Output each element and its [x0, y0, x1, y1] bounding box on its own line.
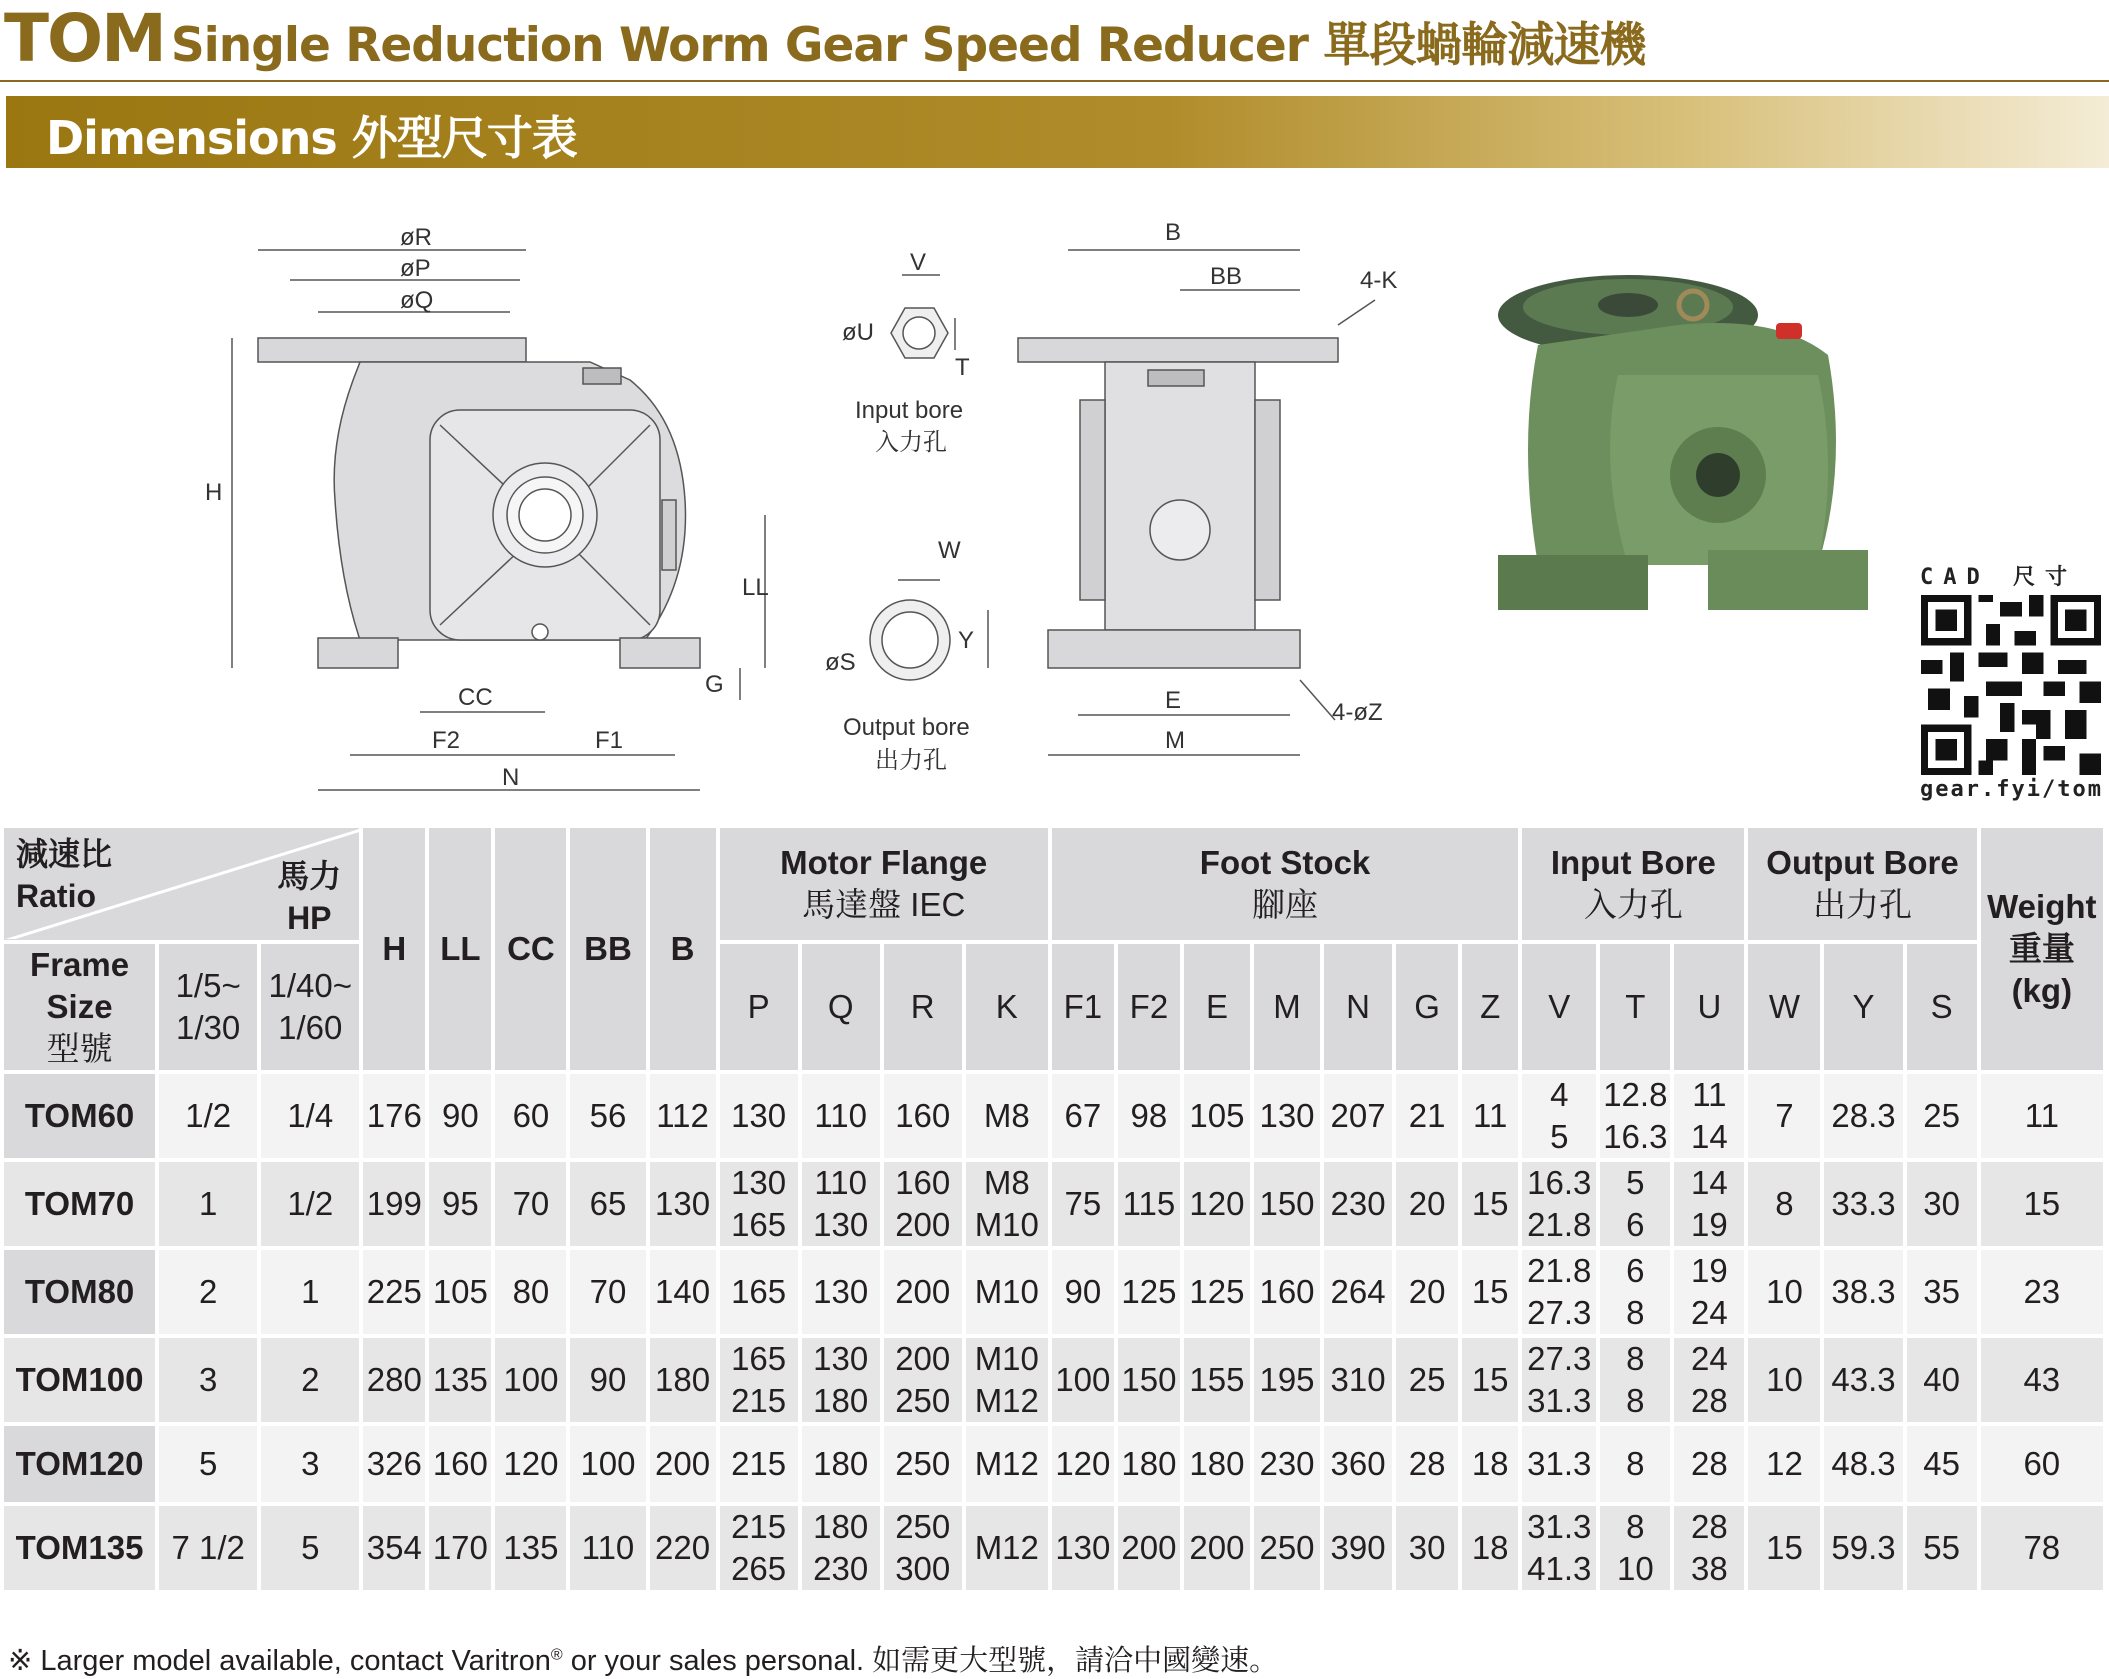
- table-cell: 3: [159, 1338, 261, 1426]
- table-cell: 15: [1748, 1506, 1824, 1594]
- table-cell: 43: [1981, 1338, 2107, 1426]
- col-LL: LL: [429, 828, 495, 1074]
- table-cell: 5: [261, 1506, 363, 1594]
- col-weight: Weight 重量 (kg): [1981, 828, 2107, 1074]
- frame-size-cell: TOM60: [4, 1074, 159, 1162]
- table-cell: 230: [1324, 1162, 1396, 1250]
- col-hp-1-30: 1/5~ 1/30: [159, 944, 261, 1074]
- header-row-1: [4, 828, 2107, 944]
- dim-LL: LL: [742, 574, 769, 601]
- frame-size-cell: TOM135: [4, 1506, 159, 1594]
- note-mark: ※: [8, 1645, 33, 1677]
- table-cell: 160: [884, 1074, 966, 1162]
- col-F1: F1: [1052, 944, 1118, 1074]
- dim-F1: F1: [595, 727, 624, 754]
- table-cell: 200: [1118, 1506, 1184, 1594]
- table-cell: 264: [1324, 1250, 1396, 1338]
- frame-size-cell: TOM80: [4, 1250, 159, 1338]
- dim-T: T: [955, 354, 970, 381]
- table-cell: 130: [802, 1250, 884, 1338]
- table-cell: 38.3: [1824, 1250, 1906, 1338]
- section-band: [6, 96, 2109, 168]
- qr-code[interactable]: [1917, 595, 2105, 775]
- table-cell: 310: [1324, 1338, 1396, 1426]
- table-cell: 30: [1907, 1162, 1981, 1250]
- table-cell: 28: [1396, 1426, 1462, 1506]
- table-body: [4, 1074, 2107, 1594]
- table-cell: 125: [1118, 1250, 1184, 1338]
- frame-size-cell: TOM100: [4, 1338, 159, 1426]
- registered-mark: ®: [550, 1646, 563, 1664]
- table-cell: 11 14: [1674, 1074, 1748, 1162]
- table-cell: 33.3: [1824, 1162, 1906, 1250]
- table-cell: 10: [1748, 1338, 1824, 1426]
- dim-B: B: [1165, 219, 1182, 246]
- dim-4K: 4-K: [1360, 267, 1398, 294]
- table-cell: 2: [159, 1250, 261, 1338]
- product-photo: [1478, 265, 1878, 650]
- table-cell: 60: [495, 1074, 570, 1162]
- dimension-drawings: [0, 200, 1460, 820]
- table-cell: 120: [1184, 1162, 1254, 1250]
- table-cell: 112: [650, 1074, 720, 1162]
- table-cell: 14 19: [1674, 1162, 1748, 1250]
- table-cell: 3: [261, 1426, 363, 1506]
- dim-E: E: [1165, 687, 1182, 714]
- dim-oU: øU: [842, 319, 874, 346]
- table-cell: 18: [1462, 1506, 1522, 1594]
- group-input-bore: Input Bore 入力孔: [1522, 828, 1748, 944]
- table-cell: 25: [1907, 1074, 1981, 1162]
- table-cell: 170: [429, 1506, 495, 1594]
- table-cell: 360: [1324, 1426, 1396, 1506]
- table-cell: 180: [650, 1338, 720, 1426]
- table-cell: 1/4: [261, 1074, 363, 1162]
- col-G: G: [1396, 944, 1462, 1074]
- table-row: [4, 1338, 2107, 1426]
- col-N: N: [1324, 944, 1396, 1074]
- table-cell: 130: [1052, 1506, 1118, 1594]
- table-cell: 135: [429, 1338, 495, 1426]
- table-cell: 12: [1748, 1426, 1824, 1506]
- col-Q: Q: [802, 944, 884, 1074]
- col-V: V: [1522, 944, 1600, 1074]
- table-cell: 200: [884, 1250, 966, 1338]
- col-Z: Z: [1462, 944, 1522, 1074]
- table-cell: 110: [570, 1506, 649, 1594]
- col-B: B: [650, 828, 720, 1074]
- table-cell: 11: [1981, 1074, 2107, 1162]
- table-cell: 180 230: [802, 1506, 884, 1594]
- col-F2: F2: [1118, 944, 1184, 1074]
- table-cell: 48.3: [1824, 1426, 1906, 1506]
- table-cell: 180: [1118, 1426, 1184, 1506]
- col-K: K: [966, 944, 1052, 1074]
- col-T: T: [1600, 944, 1674, 1074]
- col-H: H: [363, 828, 429, 1074]
- table-cell: 45: [1907, 1426, 1981, 1506]
- input-bore-label-zh: 入力孔: [875, 429, 947, 456]
- table-cell: 15: [1462, 1338, 1522, 1426]
- table-cell: 207: [1324, 1074, 1396, 1162]
- dim-oQ: øQ: [400, 287, 434, 314]
- table-cell: 100: [1052, 1338, 1118, 1426]
- dim-N: N: [502, 764, 520, 791]
- table-cell: 105: [1184, 1074, 1254, 1162]
- table-cell: 56: [570, 1074, 649, 1162]
- table-cell: 18: [1462, 1426, 1522, 1506]
- table-cell: 8: [1600, 1426, 1674, 1506]
- col-M: M: [1254, 944, 1324, 1074]
- table-cell: 130 165: [720, 1162, 802, 1250]
- footnote: [8, 1638, 1278, 1679]
- table-cell: 59.3: [1824, 1506, 1906, 1594]
- table-cell: 15: [1462, 1162, 1522, 1250]
- table-row: [4, 1506, 2107, 1594]
- dim-G: G: [705, 671, 724, 698]
- table-cell: 176: [363, 1074, 429, 1162]
- table-cell: 1: [159, 1162, 261, 1250]
- table-cell: 78: [1981, 1506, 2107, 1594]
- table-cell: 40: [1907, 1338, 1981, 1426]
- col-W: W: [1748, 944, 1824, 1074]
- header-row-2: [4, 944, 2107, 1074]
- table-cell: 27.3 31.3: [1522, 1338, 1600, 1426]
- table-cell: 60: [1981, 1426, 2107, 1506]
- dimension-table: [4, 828, 2107, 1594]
- frame-size-cell: TOM120: [4, 1426, 159, 1506]
- dim-4Z: 4-øZ: [1332, 699, 1383, 726]
- table-cell: 354: [363, 1506, 429, 1594]
- table-cell: 120: [495, 1426, 570, 1506]
- section-title: Dimensions 外型尺寸表: [46, 111, 577, 165]
- table-cell: 21: [1396, 1074, 1462, 1162]
- table-cell: 160: [1254, 1250, 1324, 1338]
- table-cell: 5 6: [1600, 1162, 1674, 1250]
- table-cell: 30: [1396, 1506, 1462, 1594]
- table-cell: 19 24: [1674, 1250, 1748, 1338]
- table-cell: 200 250: [884, 1338, 966, 1426]
- table-cell: 130: [650, 1162, 720, 1250]
- table-cell: 20: [1396, 1162, 1462, 1250]
- group-motor-flange: Motor Flange 馬達盤 IEC: [720, 828, 1052, 944]
- table-cell: M10 M12: [966, 1338, 1052, 1426]
- table-cell: 165: [720, 1250, 802, 1338]
- qr-label: CAD 尺寸: [1920, 565, 2077, 590]
- title-rule: [0, 80, 2109, 82]
- table-cell: 8 10: [1600, 1506, 1674, 1594]
- table-cell: 150: [1118, 1338, 1184, 1426]
- table-cell: M8 M10: [966, 1162, 1052, 1250]
- table-cell: 250: [884, 1426, 966, 1506]
- table-cell: 199: [363, 1162, 429, 1250]
- dim-M: M: [1165, 727, 1185, 754]
- table-cell: 195: [1254, 1338, 1324, 1426]
- table-cell: 28 38: [1674, 1506, 1748, 1594]
- dim-Y: Y: [958, 627, 975, 654]
- col-hp-1-60: 1/40~ 1/60: [261, 944, 363, 1074]
- table-cell: 140: [650, 1250, 720, 1338]
- hp-label: 馬力 HP: [277, 858, 342, 936]
- col-E: E: [1184, 944, 1254, 1074]
- ratio-hp-corner: [4, 828, 363, 944]
- table-cell: 67: [1052, 1074, 1118, 1162]
- table-cell: 180: [1184, 1426, 1254, 1506]
- table-cell: 215: [720, 1426, 802, 1506]
- output-bore-label-zh: 出力孔: [875, 747, 947, 774]
- table-cell: 7: [1748, 1074, 1824, 1162]
- table-cell: 25: [1396, 1338, 1462, 1426]
- table-cell: 8: [1748, 1162, 1824, 1250]
- table-cell: 43.3: [1824, 1338, 1906, 1426]
- table-cell: 150: [1254, 1162, 1324, 1250]
- table-cell: 8 8: [1600, 1338, 1674, 1426]
- dim-F2: F2: [432, 727, 461, 754]
- table-cell: 215 265: [720, 1506, 802, 1594]
- table-cell: 100: [495, 1338, 570, 1426]
- dim-V: V: [910, 249, 927, 276]
- table-cell: 15: [1981, 1162, 2107, 1250]
- dim-oS: øS: [825, 649, 856, 676]
- table-cell: 70: [495, 1162, 570, 1250]
- table-cell: 20: [1396, 1250, 1462, 1338]
- table-cell: 11: [1462, 1074, 1522, 1162]
- table-cell: 1/2: [159, 1074, 261, 1162]
- group-foot-stock: Foot Stock 腳座: [1052, 828, 1522, 944]
- table-row: [4, 1162, 2107, 1250]
- title-text: Single Reduction Worm Gear Speed Reducer 單段蝸輪減速機: [170, 18, 1646, 73]
- table-cell: M12: [966, 1506, 1052, 1594]
- table-cell: M8: [966, 1074, 1052, 1162]
- dim-oR: øR: [400, 224, 432, 251]
- table-cell: 23: [1981, 1250, 2107, 1338]
- table-cell: 10: [1748, 1250, 1824, 1338]
- table-cell: 165 215: [720, 1338, 802, 1426]
- note-text: Larger model available, contact Varitron: [40, 1645, 551, 1677]
- table-cell: 110 130: [802, 1162, 884, 1250]
- table-cell: 105: [429, 1250, 495, 1338]
- ratio-label: 減速比 Ratio: [16, 836, 113, 914]
- output-bore-label: Output bore: [843, 714, 970, 741]
- table-cell: 125: [1184, 1250, 1254, 1338]
- table-cell: 15: [1462, 1250, 1522, 1338]
- table-cell: 7 1/2: [159, 1506, 261, 1594]
- table-cell: 1/2: [261, 1162, 363, 1250]
- table-cell: 80: [495, 1250, 570, 1338]
- table-cell: 220: [650, 1506, 720, 1594]
- input-bore-label: Input bore: [855, 397, 964, 424]
- table-cell: 200: [650, 1426, 720, 1506]
- table-cell: 120: [1052, 1426, 1118, 1506]
- table-cell: 390: [1324, 1506, 1396, 1594]
- table-cell: M12: [966, 1426, 1052, 1506]
- table-cell: 95: [429, 1162, 495, 1250]
- table-cell: 180: [802, 1426, 884, 1506]
- table-cell: 130: [1254, 1074, 1324, 1162]
- dim-H: H: [205, 479, 223, 506]
- table-cell: 28: [1674, 1426, 1748, 1506]
- col-P: P: [720, 944, 802, 1074]
- table-cell: 31.3 41.3: [1522, 1506, 1600, 1594]
- table-cell: 31.3: [1522, 1426, 1600, 1506]
- table-cell: 16.3 21.8: [1522, 1162, 1600, 1250]
- table-cell: 225: [363, 1250, 429, 1338]
- table-cell: 250: [1254, 1506, 1324, 1594]
- table-cell: 230: [1254, 1426, 1324, 1506]
- table-cell: 110: [802, 1074, 884, 1162]
- dim-W: W: [938, 537, 961, 564]
- table-cell: 2: [261, 1338, 363, 1426]
- table-cell: 6 8: [1600, 1250, 1674, 1338]
- table-cell: 90: [570, 1338, 649, 1426]
- table-cell: 135: [495, 1506, 570, 1594]
- table-cell: 280: [363, 1338, 429, 1426]
- table-cell: 326: [363, 1426, 429, 1506]
- table-cell: 70: [570, 1250, 649, 1338]
- table-cell: 160 200: [884, 1162, 966, 1250]
- col-BB: BB: [570, 828, 649, 1074]
- table-cell: 98: [1118, 1074, 1184, 1162]
- col-CC: CC: [495, 828, 570, 1074]
- table-cell: 100: [570, 1426, 649, 1506]
- table-cell: 155: [1184, 1338, 1254, 1426]
- qr-url[interactable]: gear.fyi/tom: [1920, 777, 2103, 802]
- group-output-bore: Output Bore 出力孔: [1748, 828, 1980, 944]
- table-row: [4, 1426, 2107, 1506]
- col-R: R: [884, 944, 966, 1074]
- col-S: S: [1907, 944, 1981, 1074]
- table-cell: 130: [720, 1074, 802, 1162]
- table-cell: 5: [159, 1426, 261, 1506]
- table-cell: 115: [1118, 1162, 1184, 1250]
- table-cell: 130 180: [802, 1338, 884, 1426]
- table-row: [4, 1250, 2107, 1338]
- table-cell: 90: [429, 1074, 495, 1162]
- page-title: [4, 0, 1645, 82]
- table-cell: 12.8 16.3: [1600, 1074, 1674, 1162]
- table-cell: 1: [261, 1250, 363, 1338]
- dim-CC: CC: [458, 684, 493, 711]
- dim-oP: øP: [400, 255, 431, 282]
- table-cell: 28.3: [1824, 1074, 1906, 1162]
- note-text-2: or your sales personal. 如需更大型號，請洽中國變速。: [562, 1645, 1279, 1677]
- col-frame-size: Frame Size 型號: [4, 944, 159, 1074]
- table-cell: 24 28: [1674, 1338, 1748, 1426]
- table-cell: 90: [1052, 1250, 1118, 1338]
- table-cell: 160: [429, 1426, 495, 1506]
- table-cell: 21.8 27.3: [1522, 1250, 1600, 1338]
- table-cell: 55: [1907, 1506, 1981, 1594]
- table-cell: 200: [1184, 1506, 1254, 1594]
- col-Y: Y: [1824, 944, 1906, 1074]
- table-cell: 250 300: [884, 1506, 966, 1594]
- frame-size-cell: TOM70: [4, 1162, 159, 1250]
- table-cell: 35: [1907, 1250, 1981, 1338]
- table-cell: 75: [1052, 1162, 1118, 1250]
- dim-BB: BB: [1210, 263, 1243, 290]
- col-U: U: [1674, 944, 1748, 1074]
- table-row: [4, 1074, 2107, 1162]
- table-cell: 4 5: [1522, 1074, 1600, 1162]
- table-cell: M10: [966, 1250, 1052, 1338]
- table-cell: 65: [570, 1162, 649, 1250]
- model-name: TOM: [4, 0, 165, 77]
